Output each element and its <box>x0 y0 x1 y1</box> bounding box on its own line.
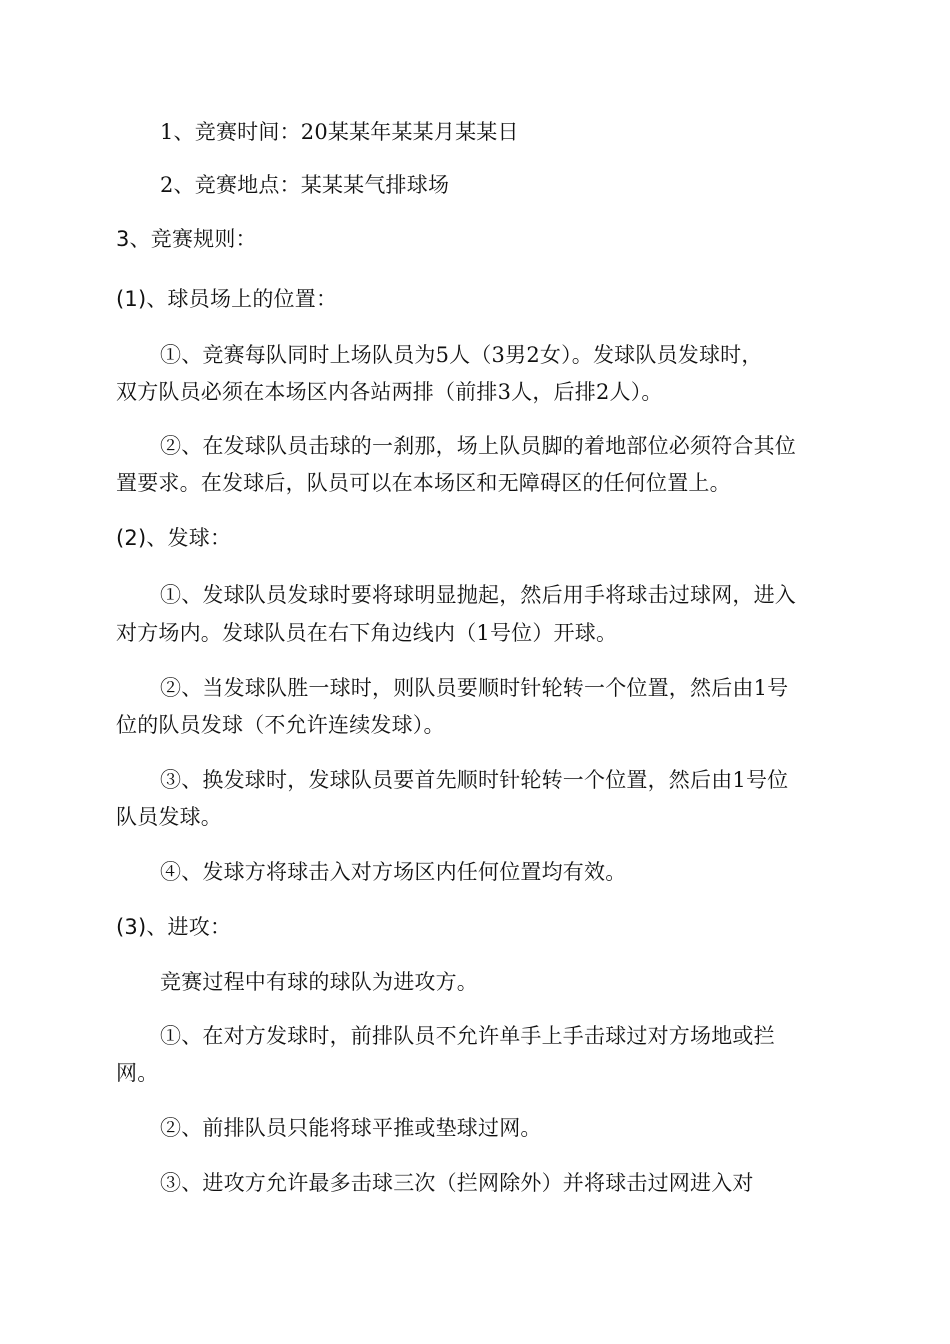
paragraph-line: ①、在对方发球时，前排队员不允许单手上手击球过对方场地或拦 <box>160 1024 775 1048</box>
paragraph-line: ①、竞赛每队同时上场队员为5人（3男2女）。发球队员发球时， <box>160 343 763 367</box>
paragraph-line: ①、发球队员发球时要将球明显抛起，然后用手将球击过球网，进入 <box>160 583 796 607</box>
paragraph-line: 队员发球。 <box>116 805 222 829</box>
subheading-player-positions: (1)、球员场上的位置： <box>116 287 338 311</box>
paragraph-line: 置要求。在发球后，队员可以在本场区和无障碍区的任何位置上。 <box>116 471 731 495</box>
paragraph-line: ④、发球方将球击入对方场区内任何位置均有效。 <box>160 860 627 884</box>
heading-competition-rules: 3、竞赛规则： <box>116 227 257 251</box>
subheading-attack: (3)、进攻： <box>116 915 232 939</box>
subheading-serve: (2)、发球： <box>116 526 232 550</box>
paragraph-line: 对方场内。发球队员在右下角边线内（1号位）开球。 <box>116 621 618 645</box>
paragraph-line: 网。 <box>116 1061 159 1085</box>
paragraph-line: 竞赛过程中有球的球队为进攻方。 <box>160 970 478 994</box>
paragraph-line: 位的队员发球（不允许连续发球）。 <box>116 713 445 737</box>
item-competition-time: 1、竞赛时间：20某某年某某月某某日 <box>160 120 519 144</box>
paragraph-line: ②、在发球队员击球的一刹那，场上队员脚的着地部位必须符合其位 <box>160 434 796 458</box>
paragraph-line: 双方队员必须在本场区内各站两排（前排3人，后排2人）。 <box>116 380 663 404</box>
paragraph-line: ③、进攻方允许最多击球三次（拦网除外）并将球击过网进入对 <box>160 1171 754 1195</box>
paragraph-line: ②、前排队员只能将球平推或垫球过网。 <box>160 1116 542 1140</box>
paragraph-line: ②、当发球队胜一球时，则队员要顺时针轮转一个位置，然后由1号 <box>160 676 789 700</box>
paragraph-line: ③、换发球时，发球队员要首先顺时针轮转一个位置，然后由1号位 <box>160 768 789 792</box>
item-competition-venue: 2、竞赛地点：某某某气排球场 <box>160 173 450 197</box>
